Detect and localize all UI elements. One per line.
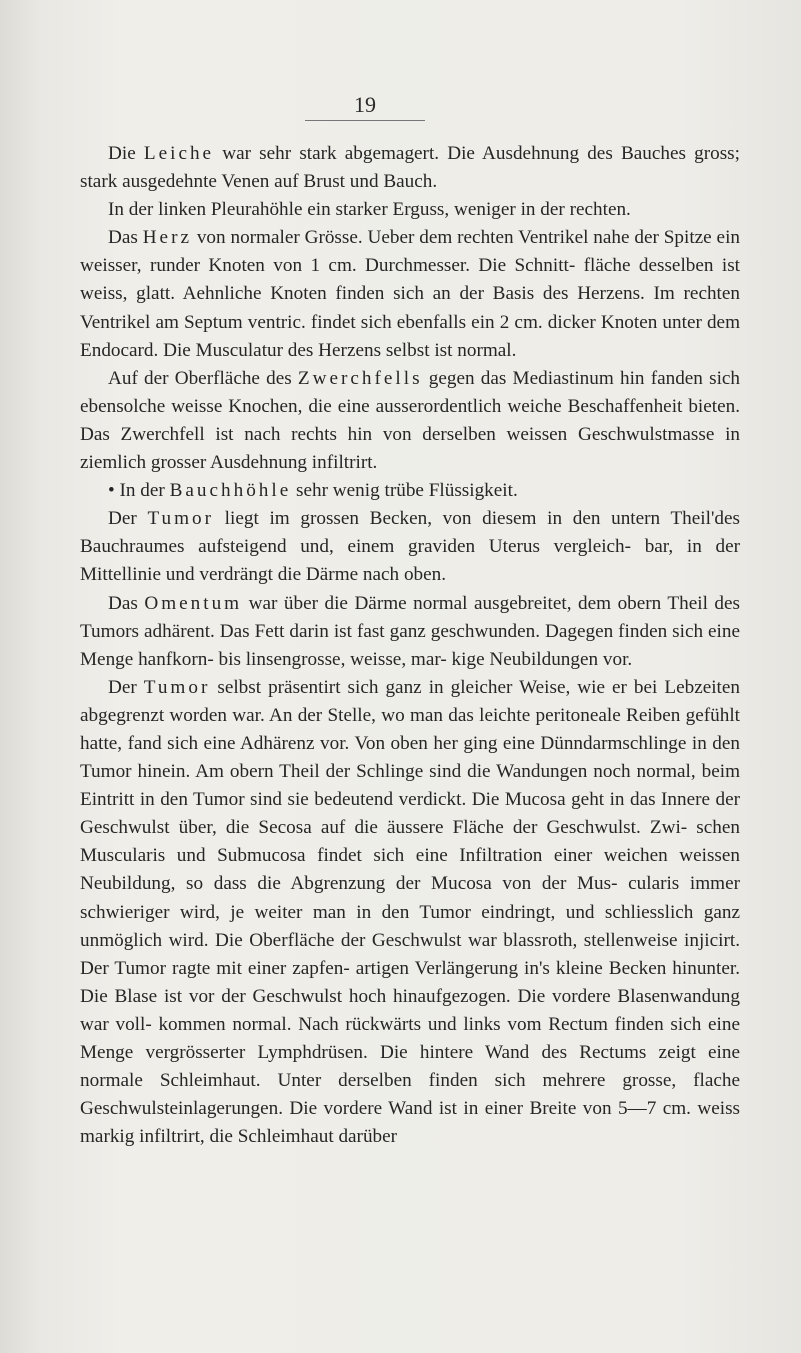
spaced-keyword: Tumor	[143, 676, 211, 698]
spaced-keyword: Leiche	[143, 143, 215, 164]
page-number: 19	[354, 92, 376, 117]
text-run: von normaler Grösse. Ueber dem rechten Ventrikel nahe der Spitze ein weisser, runder Knoten von 1 cm. Durchmesser. Die Schnitt- fläche desselben ist weiss, glatt. Aehnliche Knoten finden sich an der Basis des Herzens. Im rechten Ventrikel am Septum ventric. findet sich ebenfalls ein 2 cm. dicker Knoten unter dem Endocard. Die Musculatur des Herzens selbst ist normal.	[80, 227, 741, 361]
paragraph-p8	[80, 674, 740, 1152]
text-run: Der	[108, 508, 148, 530]
text-run: selbst präsentirt sich ganz in gleicher Weise, wie er bei Lebzeiten abgegrenzt worden war. An der Stelle, wo man das leichte peritoneale Reiben gefühlt hatte, fand sich eine Adhärenz vor. Von oben her ging eine Dünndarmschlinge in den Tumor hinein. Am obern Theil der Schlinge sind die Wandungen noch normal, beim Eintritt in den Tumor sind sie bedeutend verdickt. Die Mucosa geht in das Innere der Geschwulst über, die Secosa auf die äussere Fläche der Geschwulst. Zwi- schen Muscularis und Submucosa findet sich eine Infiltration einer weichen weissen Neubildung, so dass die Abgrenzung der Mucosa von der Mus- cularis immer schwieriger wird, je weiter man in den Tumor eindringt, und schliesslich ganz unmöglich wird. Die Oberfläche der Geschwulst war blassroth, stellenweise injicirt. Der Tumor ragte mit einer zapfen- artigen Verlängerung in's kleine Becken hinunter. Die Blase ist vor der Geschwulst hoch hinaufgezogen. Die vordere Blasenwandung war voll- kommen normal. Nach rückwärts und links vom Rectum finden sich eine Menge vergrösserter Lymphdrüsen. Die hintere Wand des Rectums zeigt eine normale Schleimhaut. Unter derselben finden sich mehrere grosse, flache Geschwulsteinlagerungen. Die vordere Wand ist in einer Breite von 5—7 cm. weiss markig infiltrirt, die Schleimhaut darüber	[80, 676, 741, 1148]
paragraph-p1	[80, 140, 740, 196]
paragraph-p6	[80, 505, 740, 589]
spaced-keyword: Bauchhöhle	[169, 480, 292, 502]
spaced-keyword: Tumor	[147, 508, 214, 530]
text-run: Das	[108, 592, 145, 614]
spaced-keyword: Herz	[142, 227, 192, 249]
text-run: In der linken Pleurahöhle ein starker Erguss, weniger in der rechten.	[108, 199, 631, 221]
body-text	[80, 140, 740, 1151]
header-rule	[305, 120, 425, 121]
text-run: liegt im grossen Becken, von diesem in den untern Theil'des Bauchraumes aufsteigend und, einem graviden Uterus vergleich- bar, in der Mittellinie und verdrängt die Därme nach oben.	[80, 508, 740, 586]
paragraph-p2	[80, 196, 740, 224]
paragraph-p5	[80, 477, 740, 505]
paragraph-p3	[80, 224, 740, 364]
text-run: sehr wenig trübe Flüssigkeit.	[291, 480, 518, 502]
text-run: Auf der Oberfläche des	[108, 367, 298, 389]
text-run: Das	[108, 227, 143, 249]
text-run: Der	[108, 676, 144, 698]
text-run: war über die Därme normal ausgebreitet, dem obern Theil des Tumors adhärent. Das Fett darin ist fast ganz geschwunden. Dagegen finden sich eine Menge hanfkorn- bis linsengrosse, weisse, mar- kige Neubildungen vor.	[80, 592, 740, 670]
paragraph-p4	[80, 365, 740, 477]
text-run: • In der	[108, 480, 170, 502]
spaced-keyword: Omentum	[144, 592, 243, 614]
text-run: gegen das Mediastinum hin fanden sich ebensolche weisse Knochen, die eine ausserordentlich weiche Beschaffenheit bieten. Das Zwerchfell ist nach rechts hin von derselben weissen Geschwulstmasse in ziemlich grosser Ausdehnung infiltrirt.	[80, 367, 741, 474]
spaced-keyword: Zwerchfells	[297, 367, 423, 389]
text-run: Die	[108, 143, 144, 164]
text-run: war sehr stark abgemagert. Die Ausdehnung des Bauches gross; stark ausgedehnte Venen auf Brust und Bauch.	[80, 143, 740, 193]
paragraph-p7	[80, 590, 740, 674]
